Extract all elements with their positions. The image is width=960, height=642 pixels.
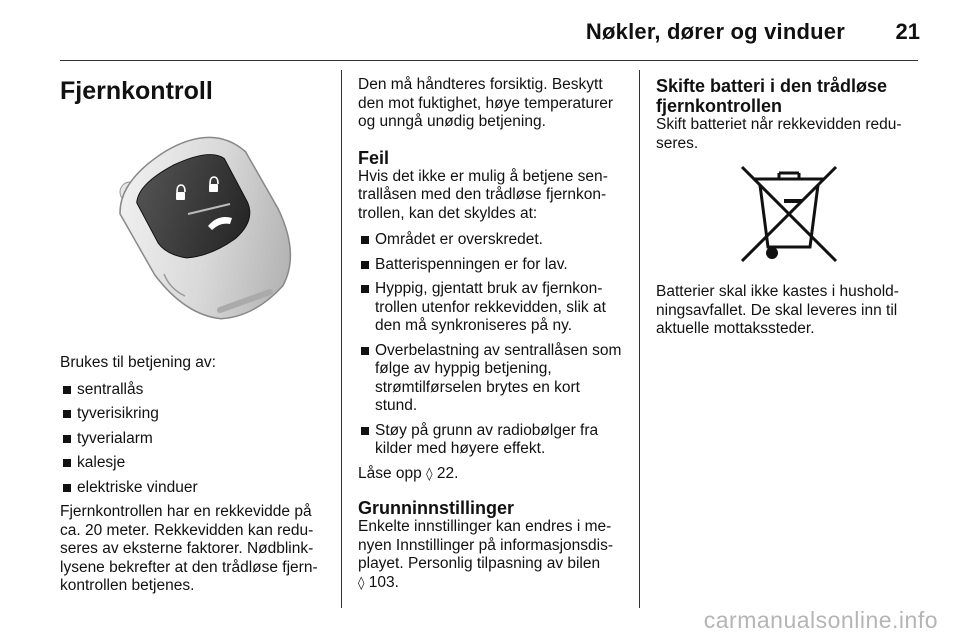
intro-text: Brukes til betjening av: <box>60 354 216 371</box>
list-item: Hyppig, gjentatt bruk av fjernkontrollen utenfor rekkevidden, slik at den må synkroniseres på ny. <box>358 280 626 336</box>
personalisation-ref-page[interactable]: 103. <box>368 573 399 591</box>
personalisation-reference <box>358 574 626 594</box>
list-item: Støy på grunn av radiobølger fra kilder med høyere effekt. <box>358 422 626 459</box>
section-heading-fault: Feil <box>358 147 390 168</box>
basic-settings-paragraph: Enkelte innstillinger kan endres i menyen Innstillinger på informasjonsdisplayet. Personlig tilpasning av bilen <box>358 518 614 572</box>
column-divider-2 <box>639 70 640 608</box>
battery-paragraph: Skift batteriet når rekkevidden reduseres. <box>656 116 902 152</box>
list-item: tyverialarm <box>60 430 328 449</box>
section-heading-remote: Fjernkontroll <box>60 77 213 105</box>
page-header <box>0 0 960 58</box>
disposal-paragraph: Batterier skal ikke kastes i husholdningsavfallet. De skal leveres inn til aktuelle mottakssteder. <box>656 283 899 337</box>
unlock-ref-text: Låse opp <box>358 464 422 482</box>
fault-list <box>358 231 626 459</box>
remote-key-fob-image <box>60 114 328 332</box>
column-1 <box>60 76 328 604</box>
page-number: 21 <box>895 19 920 44</box>
reference-icon: ◊ <box>426 466 433 482</box>
header-rule <box>60 60 918 61</box>
list-item: kalesje <box>60 454 328 473</box>
reference-icon: ◊ <box>358 575 365 591</box>
list-item: elektriske vinduer <box>60 479 328 498</box>
column-divider-1 <box>341 70 342 608</box>
section-heading-battery: Skifte batteri i den trådløse fjernkontrollen <box>656 76 888 116</box>
section-heading-basic-settings: Grunninnstillinger <box>358 498 514 518</box>
list-item: Overbelastning av sentrallåsen som følge av hyppig betjening, strømtilførselen brytes en kort stund. <box>358 342 626 416</box>
header-title: Nøkler, dører og vinduer <box>585 19 845 44</box>
range-paragraph: Fjernkontrollen har en rekkevidde på ca. 20 meter. Rekkevidden kan reduseres av eksterne faktorer. Nødblinklysene bekrefter at den trådløse fjernkontrollen betjenes. <box>60 503 318 594</box>
list-item: tyverisikring <box>60 405 328 424</box>
list-item: sentrallås <box>60 381 328 400</box>
column-2 <box>358 76 626 601</box>
watermark: carmanualsonline.info <box>703 607 938 633</box>
fault-paragraph: Hvis det ikke er mulig å betjene sentrallåsen med den trådløse fjernkontrollen, kan det skyldes at: <box>358 167 608 222</box>
unlock-ref-page[interactable]: 22. <box>436 464 459 482</box>
list-item: Batterispenningen er for lav. <box>358 256 626 275</box>
function-list <box>60 381 328 498</box>
handling-paragraph: Den må håndteres forsiktig. Beskytt den mot fuktighet, høye temperaturer og unngå unødig betjening. <box>358 76 614 130</box>
unlock-reference <box>358 465 626 485</box>
list-item: Området er overskredet. <box>358 231 626 250</box>
crossed-out-wheelie-bin-icon <box>656 161 921 271</box>
column-3 <box>656 76 921 347</box>
